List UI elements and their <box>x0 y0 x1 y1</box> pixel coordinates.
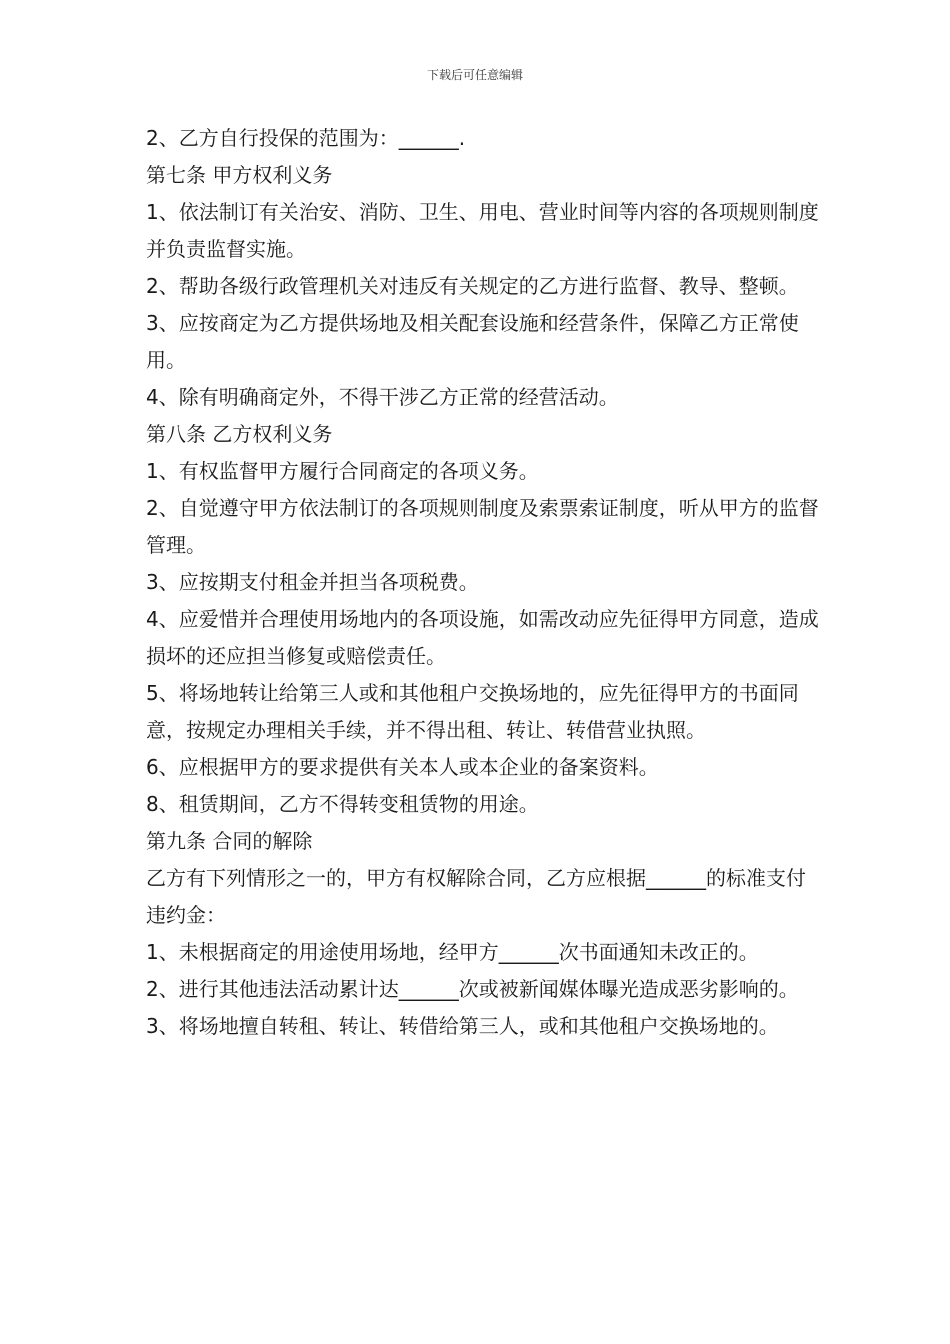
paragraph: 8、租赁期间，乙方不得转变租赁物的用途。 <box>146 792 539 816</box>
section-heading: 第九条 合同的解除 <box>146 829 313 853</box>
paragraph: 1、依法制订有关治安、消防、卫生、用电、营业时间等内容的各项规则制度并负责监督实施。 <box>146 200 819 261</box>
paragraph: 5、将场地转让给第三人或和其他租户交换场地的，应先征得甲方的书面同意，按规定办理相关手续，并不得出租、转让、转借营业执照。 <box>146 681 799 742</box>
paragraph: 1、有权监督甲方履行合同商定的各项义务。 <box>146 459 539 483</box>
page-header: 下载后可任意编辑 <box>426 68 523 82</box>
paragraph: 2、进行其他违法活动累计达______次或被新闻媒体曝光造成恶劣影响的。 <box>146 977 799 1001</box>
paragraph: 4、应爱惜并合理使用场地内的各项设施，如需改动应先征得甲方同意，造成损坏的还应担当修复或赔偿责任。 <box>146 607 819 668</box>
paragraph: 4、除有明确商定外，不得干涉乙方正常的经营活动。 <box>146 385 619 409</box>
paragraph: 3、应按商定为乙方提供场地及相关配套设施和经营条件，保障乙方正常使用。 <box>146 311 799 372</box>
document-body <box>146 120 821 1045</box>
paragraph: 3、应按期支付租金并担当各项税费。 <box>146 570 479 594</box>
paragraph: 2、自觉遵守甲方依法制订的各项规则制度及索票索证制度，听从甲方的监督管理。 <box>146 496 819 557</box>
paragraph: 2、帮助各级行政管理机关对违反有关规定的乙方进行监督、教导、整顿。 <box>146 274 799 298</box>
paragraph: 乙方有下列情形之一的，甲方有权解除合同，乙方应根据______的标准支付违约金： <box>146 866 806 927</box>
section-heading: 第八条 乙方权利义务 <box>146 422 333 446</box>
paragraph: 3、将场地擅自转租、转让、转借给第三人，或和其他租户交换场地的。 <box>146 1014 779 1038</box>
paragraph: 1、未根据商定的用途使用场地，经甲方______次书面通知未改正的。 <box>146 940 759 964</box>
paragraph: 6、应根据甲方的要求提供有关本人或本企业的备案资料。 <box>146 755 659 779</box>
paragraph: 2、乙方自行投保的范围为：______. <box>146 126 466 150</box>
section-heading: 第七条 甲方权利义务 <box>146 163 333 187</box>
